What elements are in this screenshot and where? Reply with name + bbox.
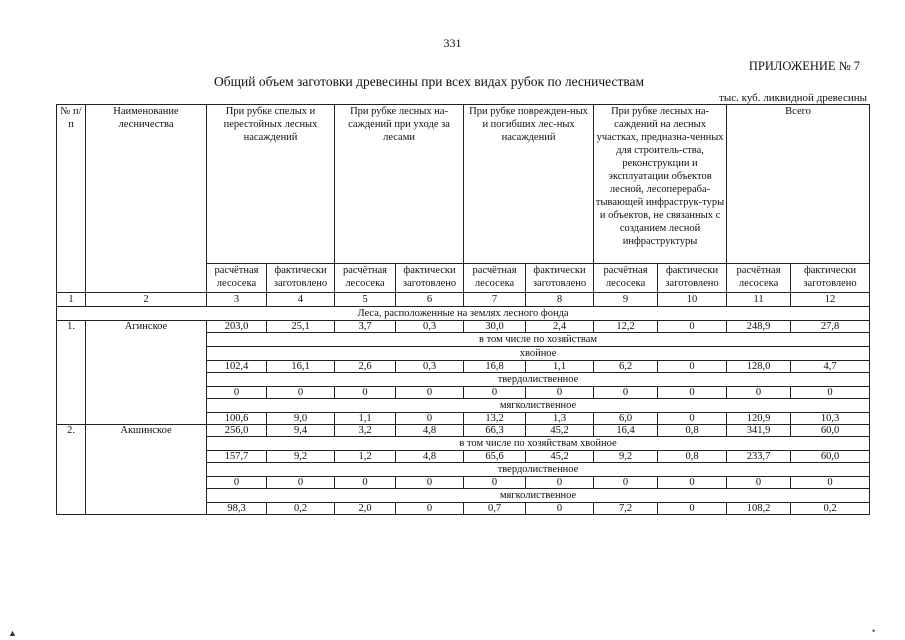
cell-softwood: 0,2: [791, 503, 870, 515]
table-row: [57, 321, 870, 333]
header-group-damaged: При рубке поврежден-ных и погибших лес-ных насаждений: [464, 105, 594, 264]
cell-softwood: 0: [658, 413, 727, 425]
cell-hardwood: 0: [267, 477, 335, 489]
cell-softwood: 120,9: [727, 413, 791, 425]
cell-softwood: 9,0: [267, 413, 335, 425]
column-index: 7: [464, 293, 526, 307]
header-row-groups: [57, 105, 870, 264]
cell-total: 25,1: [267, 321, 335, 333]
appendix-label: ПРИЛОЖЕНИЕ № 7: [748, 59, 860, 73]
cell-hardwood: 0: [658, 387, 727, 399]
cell-total: 2,4: [526, 321, 594, 333]
cell-total: 248,9: [727, 321, 791, 333]
cell-softwood: 1,3: [526, 413, 594, 425]
header-calc: расчётная лесосека: [464, 264, 526, 293]
cell-total: 203,0: [207, 321, 267, 333]
cell-total: 256,0: [207, 425, 267, 437]
column-index: 10: [658, 293, 727, 307]
cell-coniferous: 157,7: [207, 451, 267, 463]
cell-total: 12,2: [594, 321, 658, 333]
column-index: 6: [396, 293, 464, 307]
cell-hardwood: 0: [594, 387, 658, 399]
cell-softwood: 98,3: [207, 503, 267, 515]
cell-hardwood: 0: [464, 387, 526, 399]
cell-coniferous: 233,7: [727, 451, 791, 463]
cell-hardwood: 0: [791, 387, 870, 399]
cell-coniferous: 128,0: [727, 361, 791, 373]
cell-coniferous: 16,1: [267, 361, 335, 373]
cell-hardwood: 0: [727, 387, 791, 399]
cell-coniferous: 0: [658, 361, 727, 373]
header-num: № п/п: [57, 105, 86, 293]
forestry-name: Акшинское: [86, 425, 207, 515]
cell-total: 9,4: [267, 425, 335, 437]
cell-hardwood: 0: [464, 477, 526, 489]
cell-coniferous: 0,8: [658, 451, 727, 463]
forestry-name: Агинское: [86, 321, 207, 425]
cell-softwood: 0,7: [464, 503, 526, 515]
cell-softwood: 100,6: [207, 413, 267, 425]
column-index: 11: [727, 293, 791, 307]
header-calc: расчётная лесосека: [335, 264, 396, 293]
cell-softwood: 2,0: [335, 503, 396, 515]
band-row: [57, 307, 870, 321]
cell-total: 3,7: [335, 321, 396, 333]
cell-total: 341,9: [727, 425, 791, 437]
column-index: 9: [594, 293, 658, 307]
cell-coniferous: 6,2: [594, 361, 658, 373]
header-group-care: При рубке лесных на-саждений при уходе за лесами: [335, 105, 464, 264]
harvest-table: [56, 104, 870, 515]
header-group-construction: При рубке лесных на-саждений на лесных участках, предназна-ченных для строитель-ства, реконструкции и эксплуатации объектов лесной, лесоперераба-тывающей инфраструк-туры и объектов, не связанных с созданием лесной инфраструктуры: [594, 105, 727, 264]
scan-mark-left: ▲: [8, 628, 17, 638]
header-fact: фактически заготовлено: [791, 264, 870, 293]
cell-softwood: 1,1: [335, 413, 396, 425]
cell-total: 66,3: [464, 425, 526, 437]
cell-coniferous: 9,2: [594, 451, 658, 463]
softwood-label: мягколиственное: [207, 399, 870, 413]
cell-softwood: 10,3: [791, 413, 870, 425]
cell-hardwood: 0: [526, 477, 594, 489]
row-number: 1.: [57, 321, 86, 425]
cell-softwood: 0,2: [267, 503, 335, 515]
column-index: 1: [57, 293, 86, 307]
document-title: Общий объем заготовки древесины при всех видах рубок по лесничествам: [214, 74, 645, 89]
header-fact: фактически заготовлено: [658, 264, 727, 293]
column-index: 8: [526, 293, 594, 307]
row-number: 2.: [57, 425, 86, 515]
cell-hardwood: 0: [396, 477, 464, 489]
cell-coniferous: 4,7: [791, 361, 870, 373]
cell-softwood: 7,2: [594, 503, 658, 515]
cell-hardwood: 0: [594, 477, 658, 489]
cell-coniferous: 1,1: [526, 361, 594, 373]
units-label: тыс. куб. ликвидной древесины: [719, 92, 867, 104]
table-row: [57, 425, 870, 437]
cell-coniferous: 0,3: [396, 361, 464, 373]
cell-total: 0,8: [658, 425, 727, 437]
header-fact: фактически заготовлено: [526, 264, 594, 293]
cell-coniferous: 2,6: [335, 361, 396, 373]
cell-total: 45,2: [526, 425, 594, 437]
cell-hardwood: 0: [335, 387, 396, 399]
cell-coniferous: 45,2: [526, 451, 594, 463]
cell-hardwood: 0: [335, 477, 396, 489]
cell-total: 16,4: [594, 425, 658, 437]
coniferous-label: хвойное: [207, 347, 870, 361]
cell-hardwood: 0: [727, 477, 791, 489]
cell-softwood: 0: [658, 503, 727, 515]
cell-hardwood: 0: [207, 387, 267, 399]
scan-mark-right: •: [872, 626, 876, 636]
cell-hardwood: 0: [207, 477, 267, 489]
hardwood-label: твердолиственное: [207, 463, 870, 477]
cell-total: 4,8: [396, 425, 464, 437]
header-calc: расчётная лесосека: [207, 264, 267, 293]
cell-coniferous: 9,2: [267, 451, 335, 463]
cell-softwood: 0: [526, 503, 594, 515]
cell-softwood: 0: [396, 413, 464, 425]
including-coniferous-label: в том числе по хозяйствам хвойное: [207, 437, 870, 451]
cell-softwood: 0: [396, 503, 464, 515]
cell-softwood: 108,2: [727, 503, 791, 515]
column-index-row: [57, 293, 870, 307]
cell-total: 3,2: [335, 425, 396, 437]
cell-total: 60,0: [791, 425, 870, 437]
page-number: 331: [443, 36, 462, 50]
forest-fund-band: Леса, расположенные на землях лесного фонда: [57, 307, 870, 321]
cell-hardwood: 0: [267, 387, 335, 399]
softwood-label: мягколиственное: [207, 489, 870, 503]
cell-coniferous: 102,4: [207, 361, 267, 373]
cell-softwood: 13,2: [464, 413, 526, 425]
cell-coniferous: 16,8: [464, 361, 526, 373]
cell-hardwood: 0: [791, 477, 870, 489]
header-group-mature: При рубке спелых и перестойных лесных насаждений: [207, 105, 335, 264]
cell-hardwood: 0: [526, 387, 594, 399]
cell-coniferous: 4,8: [396, 451, 464, 463]
header-fact: фактически заготовлено: [396, 264, 464, 293]
cell-total: 30,0: [464, 321, 526, 333]
header-calc: расчётная лесосека: [594, 264, 658, 293]
including-label: в том числе по хозяйствам: [207, 333, 870, 347]
cell-total: 27,8: [791, 321, 870, 333]
header-calc: расчётная лесосека: [727, 264, 791, 293]
cell-coniferous: 65,6: [464, 451, 526, 463]
column-index: 3: [207, 293, 267, 307]
column-index: 2: [86, 293, 207, 307]
cell-total: 0,3: [396, 321, 464, 333]
header-name: Наименование лесничества: [86, 105, 207, 293]
header-fact: фактически заготовлено: [267, 264, 335, 293]
cell-coniferous: 60,0: [791, 451, 870, 463]
column-index: 12: [791, 293, 870, 307]
column-index: 5: [335, 293, 396, 307]
cell-softwood: 6,0: [594, 413, 658, 425]
header-group-total: Всего: [727, 105, 870, 264]
cell-total: 0: [658, 321, 727, 333]
cell-coniferous: 1,2: [335, 451, 396, 463]
cell-hardwood: 0: [396, 387, 464, 399]
column-index: 4: [267, 293, 335, 307]
cell-hardwood: 0: [658, 477, 727, 489]
hardwood-label: твердолиственное: [207, 373, 870, 387]
